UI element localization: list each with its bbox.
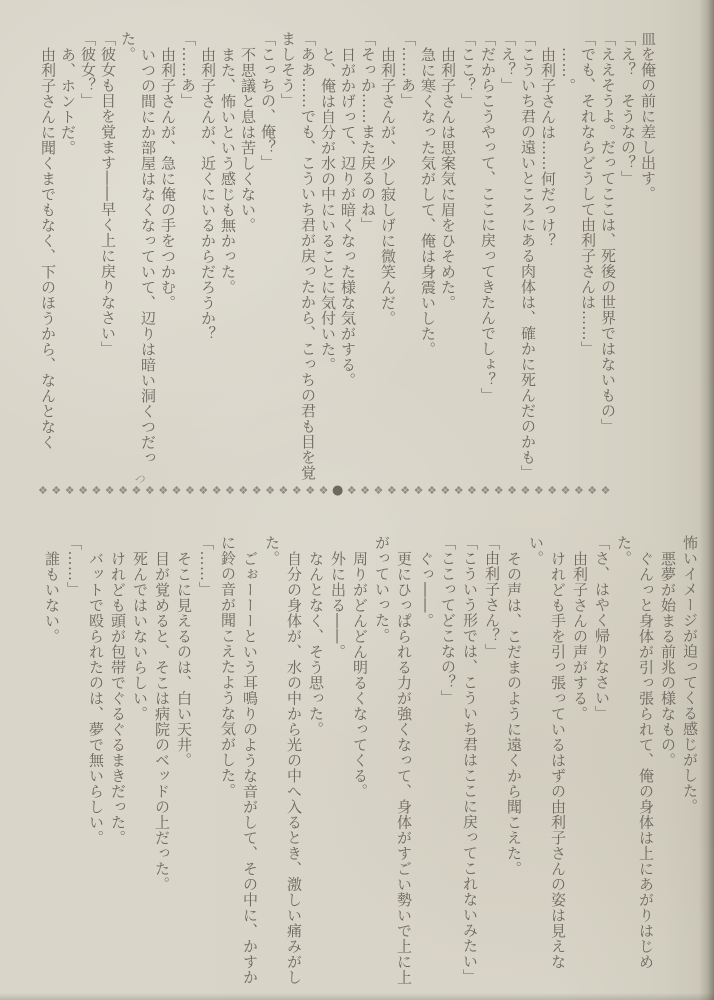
- divider-center-dot: ●: [331, 483, 347, 498]
- paragraph: なんとなく、そう思った。: [307, 551, 325, 737]
- divider-left-glyphs: ❖❖❖❖❖❖❖❖❖❖❖❖❖❖❖❖❖❖❖❖❖❖: [38, 484, 332, 497]
- paragraph: 「彼女も目を覚ます――早く上に戻りなさい」: [99, 31, 117, 357]
- paragraph: 周りがどんどん明るくなってくる。: [351, 551, 369, 799]
- paragraph: また、怖いという感じも無かった。: [219, 47, 237, 295]
- bottom-text-section: [6, 535, 701, 994]
- paragraph: 由利子さんが、近くにいるからだろうか？: [199, 47, 217, 342]
- paragraph: 怖いイメージが迫ってくる感じがした。: [681, 535, 699, 814]
- paragraph: 「だからこうやって、ここに戻ってきたんでしょ？」: [479, 31, 497, 403]
- paragraph: 「こういち君の遠いところにある肉体は、確かに死んだのかも」: [519, 31, 537, 481]
- paragraph: けれども頭が包帯でぐるぐるまきだった。: [109, 551, 127, 846]
- paragraph: と、俺は自分が水の中にいることに気付いた。: [319, 47, 337, 373]
- paragraph: 不思議と息は苦しくない。: [239, 47, 257, 233]
- paragraph: 目が覚めると、そこは病院のベッドの上だった。: [153, 551, 171, 892]
- paragraph: 「彼女？」: [79, 31, 97, 109]
- paragraph: いつの間にか部屋はなくなっていて、辺りは暗い洞くつだった。: [119, 31, 157, 466]
- paragraph: 「ここってどこなの？」: [439, 535, 457, 706]
- paragraph: あ、ホントだ。: [59, 47, 77, 156]
- paragraph: 由利子さんは……何だっけ？: [539, 47, 557, 249]
- paragraph: 悪夢が始まる前兆の様なもの。: [659, 551, 677, 768]
- page-edge-shadow-bottom: [0, 993, 714, 1000]
- paragraph: ……。: [559, 47, 577, 94]
- paragraph: 「ここ？」: [459, 31, 477, 109]
- paragraph: 「……」: [65, 535, 83, 597]
- paragraph: 「……あ」: [179, 31, 197, 109]
- paragraph: けれども手を引っ張っているはずの由利子さんの姿は見えない。: [527, 535, 567, 970]
- paragraph: 「え？」: [499, 31, 517, 93]
- paragraph: 死んではいないらしい。: [131, 551, 149, 722]
- paragraph: 由利子さんは思案気に眉をひそめた。: [439, 47, 457, 311]
- paragraph: 「そっか……また戻るのね」: [359, 31, 377, 233]
- stray-pen-mark: つ: [133, 471, 148, 488]
- paragraph: 外に出る――。: [329, 551, 347, 660]
- paragraph: 「さ、はやく帰りなさい」: [593, 535, 611, 721]
- top-text-section: [14, 31, 658, 488]
- paragraph: 「ええそうよ。だってここは、死後の世界ではないもの」: [599, 31, 617, 434]
- paragraph: そこに見えるのは、白い天井。: [175, 551, 193, 768]
- page-edge-shadow-right: [699, 0, 714, 1000]
- paragraph: 由利子さんが、少し寂しげに微笑んだ。: [379, 47, 397, 326]
- paragraph: 更にひっぱられる力が強くなって、身体がすごい勢いで上に上がっていった。: [373, 535, 413, 985]
- paragraph: 「でも、それならどうして由利子さんは……」: [579, 31, 597, 357]
- paragraph: ぐんっと身体が引っ張られて、俺の身体は上にあがりはじめた。: [615, 535, 655, 970]
- paragraph: 誰もいない。: [43, 551, 61, 644]
- paragraph: 由利子さんが、急に俺の手をつかむ。: [159, 47, 177, 311]
- paragraph: 日がかげって、辺りが暗くなった様な気がする。: [339, 47, 357, 388]
- divider-right-glyphs: ❖❖❖❖❖❖❖❖❖❖❖❖❖❖❖❖❖❖❖❖: [346, 484, 615, 497]
- paragraph: 由利子さんに聞くまでもなく、下のほうから、なんとなく: [39, 47, 57, 450]
- paragraph: 「……あ」: [399, 31, 417, 109]
- paragraph: 「こういう形では、こういち君はここに戻ってこれないみたい」: [461, 535, 479, 985]
- paragraph: 皿を俺の前に差し出す。: [639, 31, 657, 202]
- paragraph: 「由利子さん？」: [483, 535, 501, 659]
- paragraph: 自分の身体が、水の中から光の中へ入るとき、激しい痛みがした。: [263, 535, 303, 985]
- paragraph: その声は、こだまのように遠くから聞こえた。: [505, 551, 523, 877]
- paragraph: ごぉーーーという耳鳴りのような音がして、その中に、かすかに鈴の音が聞こえたような気がした。: [219, 535, 259, 985]
- paragraph: 「こっちの、俺？」: [259, 31, 277, 171]
- paragraph: バットで殴られたのは、夢で無いらしい。: [87, 551, 105, 846]
- section-divider: [38, 471, 680, 500]
- paragraph: 由利子さんの声がする。: [571, 551, 589, 722]
- paragraph: 「ああ……でも、こういち君が戻ったから、こっちの君も目を覚ましそう」: [279, 31, 317, 481]
- paragraph: 「え？ そうなの？」: [619, 31, 637, 186]
- paragraph: 急に寒くなった気がして、俺は身震いした。: [419, 47, 437, 357]
- paragraph: 「……」: [197, 535, 215, 597]
- paragraph: ぐっ――。: [417, 551, 435, 629]
